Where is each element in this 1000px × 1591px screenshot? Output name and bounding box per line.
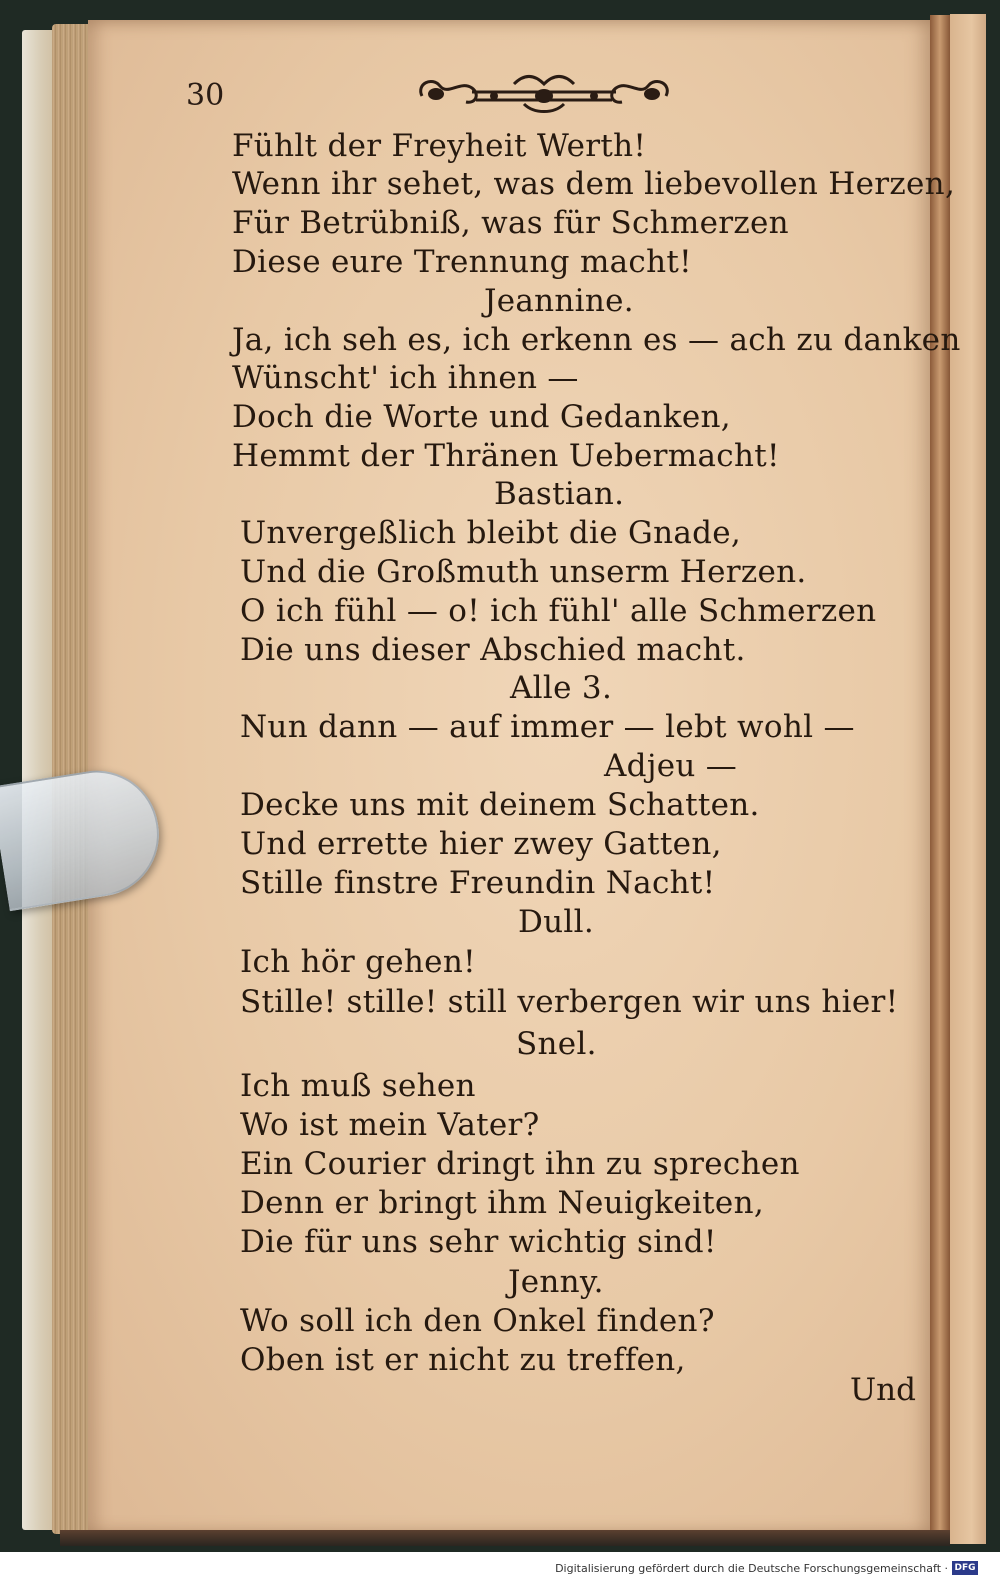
verse-line: O ich fühl — o! ich fühl' alle Schmerzen [240, 593, 877, 629]
verse-line: Wünscht' ich ihnen — [232, 360, 579, 396]
verse-line: Diese eure Trennung macht! [232, 244, 692, 280]
verse-line: Stille! stille! still verbergen wir uns hier! [240, 984, 899, 1020]
speaker-name: Snel. [516, 1026, 597, 1062]
facing-page-edge [950, 14, 986, 1544]
verse-line: Die für uns sehr wichtig sind! [240, 1224, 717, 1260]
verse-line: Unvergeßlich bleibt die Gnade, [240, 515, 742, 551]
verse-line: Und errette hier zwey Gatten, [240, 826, 722, 862]
verse-line: Adjeu — [604, 748, 738, 784]
ornament-icon [414, 70, 674, 116]
verse-line: Wo soll ich den Onkel finden? [240, 1303, 715, 1339]
verse-line: Für Betrübniß, was für Schmerzen [232, 205, 789, 241]
verse-line: Wenn ihr sehet, was dem liebevollen Herzen, [232, 166, 956, 202]
verse-line: Oben ist er nicht zu treffen, [240, 1342, 686, 1378]
book-gutter [930, 15, 952, 1540]
speaker-name: Dull. [518, 904, 595, 940]
verse-line: Ein Courier dringt ihn zu sprechen [240, 1146, 800, 1182]
verse-line: Ja, ich seh es, ich erkenn es — ach zu danken [232, 322, 961, 358]
verse-line: Doch die Worte und Gedanken, [232, 399, 731, 435]
speaker-name: Jenny. [508, 1264, 604, 1300]
verse-line: Die uns dieser Abschied macht. [240, 632, 746, 668]
footer-credit: Digitalisierung gefördert durch die Deutsche Forschungsgemeinschaft · [555, 1562, 948, 1575]
verse-line: Stille finstre Freundin Nacht! [240, 865, 716, 901]
catchword: Und [850, 1372, 916, 1408]
verse-line: Ich hör gehen! [240, 944, 476, 980]
speaker-name: Alle 3. [510, 670, 613, 706]
verse-line: Fühlt der Freyheit Werth! [232, 128, 647, 164]
verse-line: Nun dann — auf immer — lebt wohl — [240, 709, 855, 745]
verse-line: Hemmt der Thränen Uebermacht! [232, 438, 780, 474]
verse-line: Und die Großmuth unserm Herzen. [240, 554, 807, 590]
verse-line: Decke uns mit deinem Schatten. [240, 787, 760, 823]
speaker-name: Jeannine. [484, 283, 634, 319]
page-number: 30 [186, 78, 225, 113]
page-bottom-shadow [60, 1530, 950, 1546]
footer-bar [0, 1552, 1000, 1591]
verse-line: Wo ist mein Vater? [240, 1107, 540, 1143]
verse-line: Ich muß sehen [240, 1068, 476, 1104]
verse-line: Denn er bringt ihm Neuigkeiten, [240, 1185, 764, 1221]
speaker-name: Bastian. [494, 476, 625, 512]
dfg-logo-icon: DFG [952, 1561, 978, 1575]
